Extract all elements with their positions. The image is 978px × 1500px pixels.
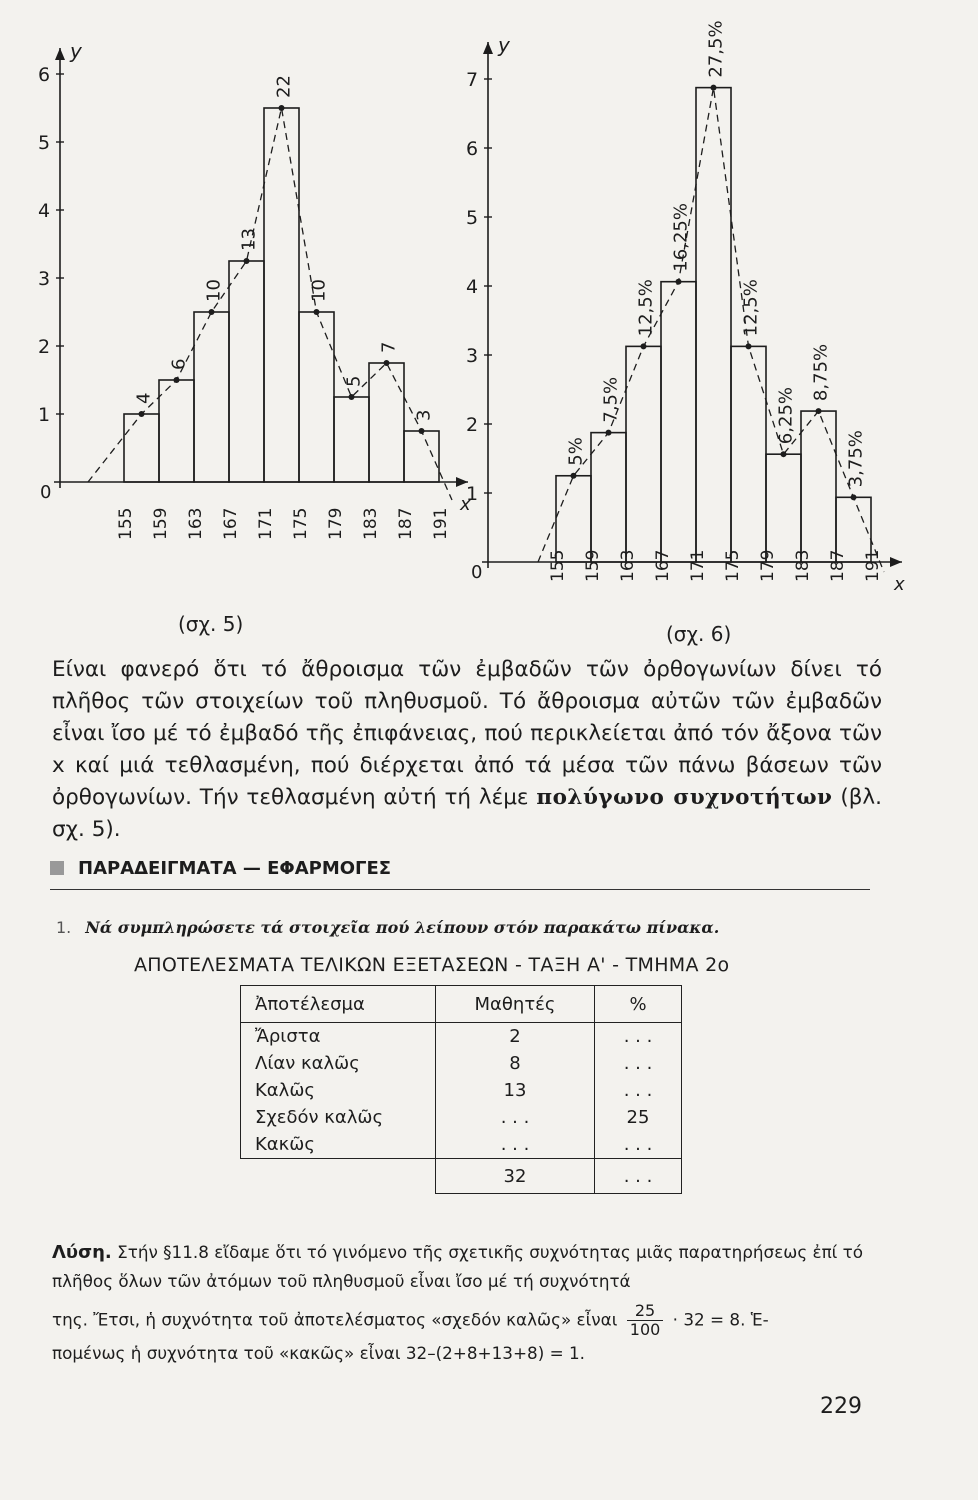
x-tick-label: 159 (583, 549, 603, 582)
main-paragraph (52, 654, 882, 846)
paragraph-end: (βλ. σχ. 5). (52, 785, 882, 842)
cell-percent: 25 (595, 1104, 682, 1131)
histogram-bar (369, 363, 404, 482)
polygon-vertex (349, 394, 355, 400)
histogram-bar (696, 88, 731, 562)
table-header-row (241, 986, 682, 1023)
histogram-bar (556, 476, 591, 562)
polygon-vertex (746, 343, 752, 349)
y-tick-label: 3 (38, 268, 51, 290)
polygon-vertex (384, 360, 390, 366)
cell-percent: . . . (595, 1131, 682, 1159)
x-tick-label: 191 (431, 507, 451, 540)
term-frequency-polygon: πολύγωνο συχνοτήτων (536, 785, 833, 810)
bar-label: 13 (238, 228, 260, 251)
x-tick-label: 167 (653, 549, 673, 582)
cell-students: 13 (436, 1077, 595, 1104)
cell-result: Καλῶς (241, 1077, 436, 1104)
header-percent: % (595, 986, 682, 1023)
frequency-polygon (88, 108, 452, 500)
y-tick-label: 1 (466, 483, 479, 505)
bar-label: 4 (133, 392, 155, 404)
origin-label: 0 (40, 482, 52, 503)
solution (52, 1238, 874, 1368)
polygon-vertex (314, 309, 320, 315)
x-tick-label: 183 (793, 549, 813, 582)
y-tick-label: 1 (38, 404, 51, 426)
section-title: ΠΑΡΑΔΕΙΓΜΑΤΑ — ΕΦΑΡΜΟΓΕΣ (78, 858, 392, 879)
header-result: Ἀποτέλεσμα (241, 986, 436, 1023)
polygon-vertex (209, 309, 215, 315)
square-bullet-icon (50, 861, 64, 875)
x-tick-label: 163 (618, 549, 638, 582)
x-tick-label: 179 (326, 507, 346, 540)
results-table (240, 985, 682, 1194)
polygon-vertex (781, 451, 787, 457)
caption-fig6: (σχ. 6) (666, 622, 732, 646)
histogram-bar (731, 346, 766, 562)
bar-label: 12,5% (740, 279, 762, 337)
bar-label: 7 (378, 341, 400, 353)
polygon-vertex (174, 377, 180, 383)
x-tick-label: 167 (221, 507, 241, 540)
cell-result: Σχεδόν καλῶς (241, 1104, 436, 1131)
polygon-vertex (851, 494, 857, 500)
x-axis-arrow-icon (890, 557, 902, 567)
bar-label: 6,25% (775, 387, 797, 445)
x-axis-label: x (460, 494, 471, 515)
histogram-bar (299, 312, 334, 482)
y-tick-label: 2 (466, 414, 479, 436)
polygon-vertex (641, 343, 647, 349)
exercise-1 (56, 918, 719, 937)
bar-label: 6 (168, 358, 190, 370)
x-tick-label: 187 (828, 549, 848, 582)
section-heading (50, 858, 870, 890)
solution-text-2: της. Ἔτσι, ἡ συχνότητα τοῦ ἀποτελέσματος «σχεδόν καλῶς» εἶναι (52, 1309, 618, 1330)
y-tick-label: 3 (466, 345, 479, 367)
histogram-bar (124, 414, 159, 482)
y-tick-label: 5 (466, 207, 479, 229)
table-total-row (241, 1159, 682, 1194)
polygon-vertex (571, 473, 577, 479)
histogram-bar (591, 433, 626, 562)
cell-students: . . . (436, 1131, 595, 1159)
fraction-numerator: 25 (627, 1302, 664, 1321)
paragraph-text: Είναι φανερό ὅτι τό ἄθροισμα τῶν ἐμβαδῶν τῶν ὀρθογωνίων δίνει τό πλῆθος τῶν στοιχείων τοῦ πληθυσμοῦ. Τό ἄθροισμα αὐτῶν τῶν ἐμβαδῶν εἶναι ἴσο μέ τό ἐμβαδό τῆς ἐπιφάνειας, πού περικλείεται ἀπό τόν ἄξονα τῶν x καί μιά τεθλασμένη, πού διέρχεται ἀπό τά μέσα τῶν πάνω βάσεων τῶν ὀρθογωνίων. Τήν τεθλασμένη αὐτή τή λέμε (52, 657, 882, 810)
solution-line-3: πομένως ἡ συχνότητα τοῦ «κακῶς» εἶναι 32–(2+8+13+8) = 1. (52, 1343, 585, 1363)
cell-students: . . . (436, 1104, 595, 1131)
solution-text-2-end: · 32 = 8. Ἑ- (672, 1309, 769, 1330)
x-tick-label: 159 (151, 507, 171, 540)
x-tick-label: 175 (291, 507, 311, 540)
table-row (241, 1077, 682, 1104)
bar-label: 8,75% (810, 343, 832, 402)
x-tick-label: 187 (396, 507, 416, 540)
bar-label: 10 (203, 279, 225, 302)
cell-result: Λίαν καλῶς (241, 1050, 436, 1077)
origin-label: 0 (471, 562, 483, 583)
solution-line-2 (52, 1302, 874, 1339)
cell-result: Κακῶς (241, 1131, 436, 1159)
y-tick-label: 6 (38, 64, 51, 86)
exercise-text: Νά συμπληρώσετε τά στοιχεῖα πού λείπουν στόν παρακάτω πίνακα. (85, 918, 720, 937)
polygon-vertex (279, 105, 285, 111)
x-tick-label: 171 (256, 507, 276, 540)
y-tick-label: 6 (466, 138, 479, 160)
histogram-bar (404, 431, 439, 482)
polygon-vertex (606, 430, 612, 436)
x-tick-label: 155 (116, 507, 136, 540)
page-number: 229 (820, 1394, 862, 1419)
x-tick-label: 155 (548, 549, 568, 582)
caption-fig5: (σχ. 5) (178, 612, 244, 636)
cell-students: 2 (436, 1023, 595, 1051)
y-axis-label: y (498, 33, 510, 57)
bar-label: 3,75% (845, 430, 867, 488)
histogram-bar (626, 346, 661, 562)
bar-label: 12,5% (635, 279, 657, 337)
polygon-vertex (676, 279, 682, 285)
solution-text-1: Στήν §11.8 εἴδαμε ὅτι τό γινόμενο τῆς σχετικῆς συχνότητας μιᾶς παρατηρήσεως ἐπί τό πλῆθος ὅλων τῶν ἀτόμων τοῦ πληθυσμοῦ εἶναι ἴσο μέ τή συχνότητά (52, 1242, 864, 1291)
x-tick-label: 191 (863, 549, 883, 582)
polygon-vertex (816, 408, 822, 414)
table-row (241, 1050, 682, 1077)
bar-label: 22 (273, 75, 295, 98)
histogram-bar (229, 261, 264, 482)
bar-label: 3 (413, 409, 435, 421)
fraction (627, 1302, 664, 1339)
x-tick-label: 179 (758, 549, 778, 582)
histogram-bar (334, 397, 369, 482)
bar-label: 5% (565, 437, 587, 466)
histogram-bar (661, 282, 696, 562)
y-tick-label: 5 (38, 132, 51, 154)
exercise-number: 1. (56, 918, 72, 937)
x-axis-label: x (894, 574, 905, 595)
polygon-vertex (244, 258, 250, 264)
bar-label: 10 (308, 279, 330, 302)
histogram-bar (194, 312, 229, 482)
frequency-polygon (538, 88, 884, 572)
bar-label: 27,5% (705, 20, 727, 78)
cell-students: 8 (436, 1050, 595, 1077)
bar-label: 5 (343, 375, 365, 387)
x-tick-label: 171 (688, 549, 708, 582)
y-tick-label: 4 (466, 276, 479, 298)
histogram-bar (766, 454, 801, 562)
y-tick-label: 2 (38, 336, 51, 358)
y-axis-arrow-icon (483, 42, 493, 54)
total-blank (241, 1159, 436, 1194)
table-title: ΑΠΟΤΕΛΕΣΜΑΤΑ ΤΕΛΙΚΩΝ ΕΞΕΤΑΣΕΩΝ - ΤΑΞΗ Α' - ΤΜΗΜΑ 2ο (134, 954, 730, 976)
total-students: 32 (436, 1159, 595, 1194)
cell-result: Ἄριστα (241, 1023, 436, 1051)
cell-percent: . . . (595, 1023, 682, 1051)
table-row (241, 1131, 682, 1159)
solution-label: Λύση. (52, 1242, 112, 1263)
histogram-bar (159, 380, 194, 482)
bar-label: 7,5% (600, 376, 622, 423)
bar-label: 16,25% (670, 203, 692, 272)
polygon-vertex (711, 85, 717, 91)
x-tick-label: 175 (723, 549, 743, 582)
solution-line-1 (52, 1238, 874, 1296)
y-tick-label: 7 (466, 69, 479, 91)
polygon-vertex (139, 411, 145, 417)
x-tick-label: 183 (361, 507, 381, 540)
polygon-vertex (419, 428, 425, 434)
y-tick-label: 4 (38, 200, 51, 222)
histogram-bar (801, 411, 836, 562)
cell-percent: . . . (595, 1050, 682, 1077)
fraction-denominator: 100 (629, 1320, 661, 1339)
figures (0, 0, 978, 650)
table-row (241, 1104, 682, 1131)
x-tick-label: 163 (186, 507, 206, 540)
y-axis-label: y (70, 39, 82, 63)
y-axis-arrow-icon (55, 48, 65, 60)
header-students: Μαθητές (436, 986, 595, 1023)
table-row (241, 1023, 682, 1051)
total-percent: . . . (595, 1159, 682, 1194)
cell-percent: . . . (595, 1077, 682, 1104)
